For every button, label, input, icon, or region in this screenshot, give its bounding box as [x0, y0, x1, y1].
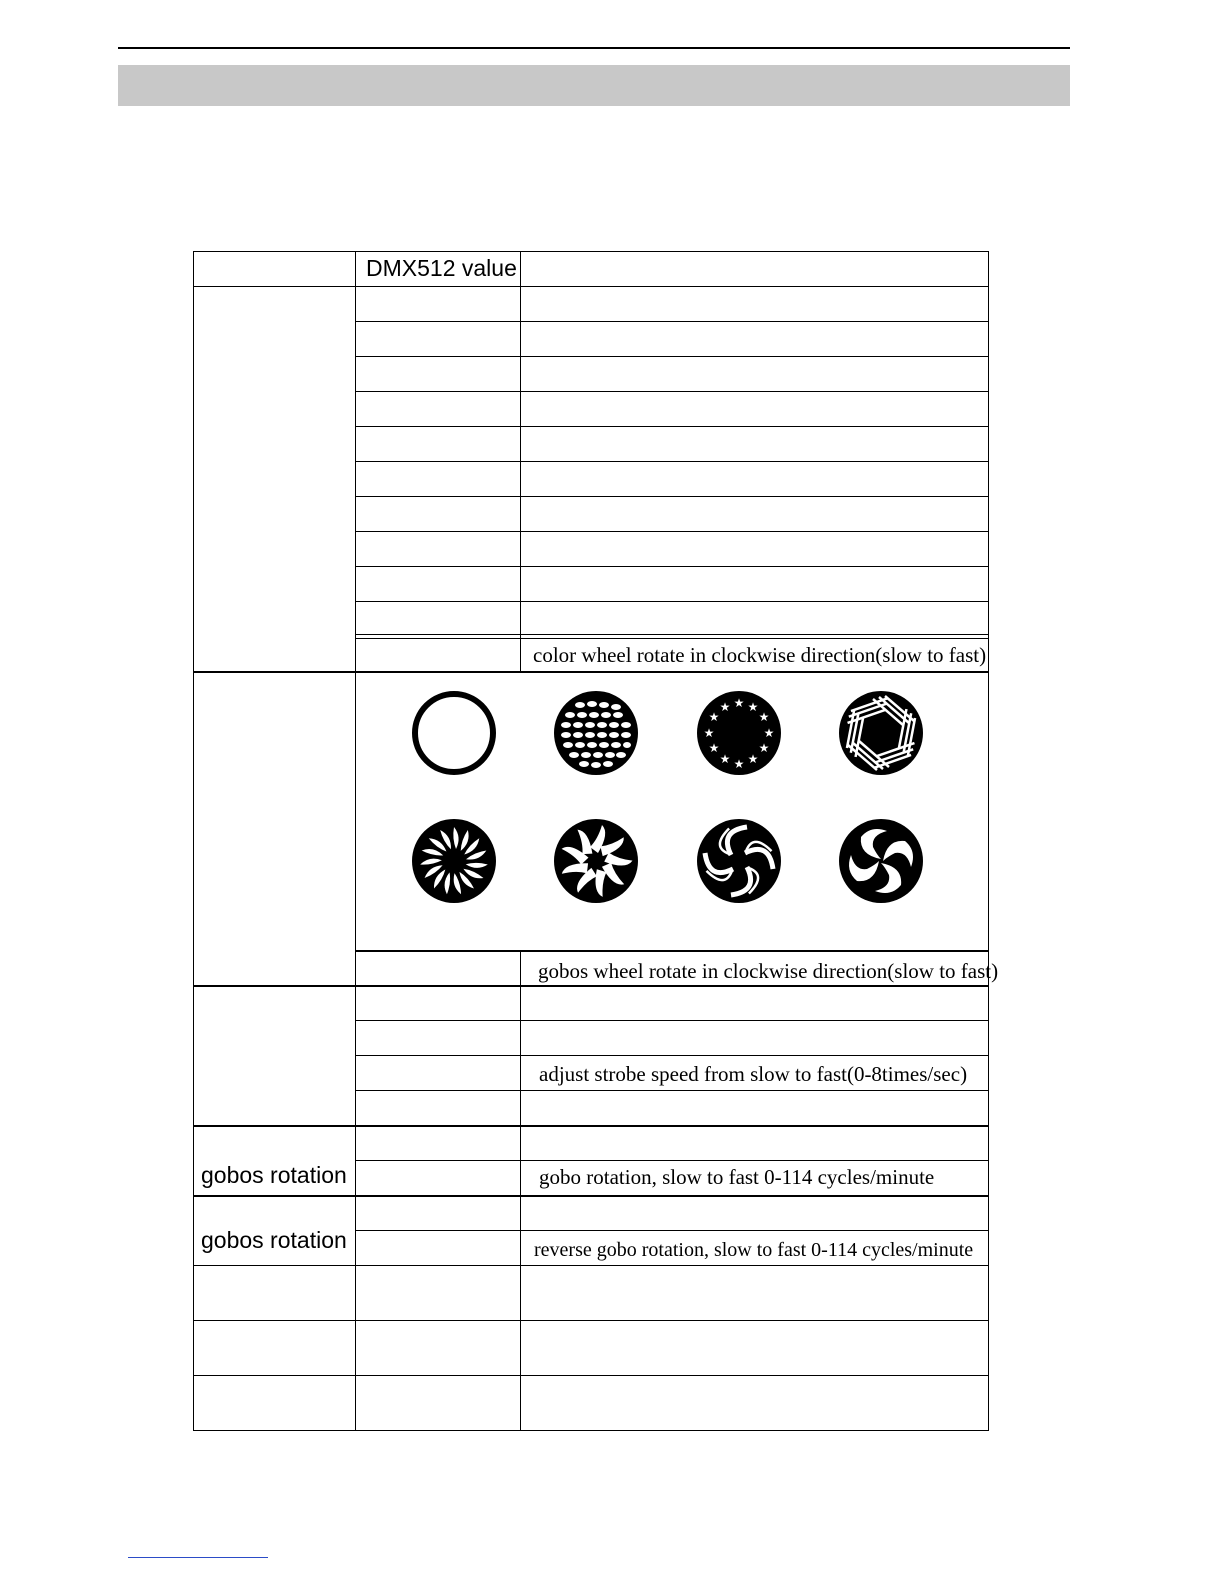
gobo-rotation-label: gobos rotation — [201, 1162, 347, 1188]
row-border — [356, 321, 989, 322]
row-border — [356, 1230, 989, 1231]
sunburst-gobo-icon — [412, 819, 496, 903]
petals-gobo-icon — [554, 819, 638, 903]
gobo-rotation-block-bottom-border — [193, 1195, 989, 1197]
svg-text:★: ★ — [708, 741, 720, 755]
gobo-rotation-desc: gobo rotation, slow to fast 0-114 cycles/minute — [539, 1165, 935, 1189]
row-border — [356, 1160, 989, 1161]
row-border — [356, 356, 989, 357]
table-bottom-border — [193, 1430, 989, 1431]
row-border — [356, 496, 989, 497]
strobe-speed-desc: adjust strobe speed from slow to fast(0-8times/sec) — [539, 1062, 968, 1086]
gobo-wheel-rotate-desc: gobos wheel rotate in clockwise direction(slow to fast) — [538, 959, 999, 983]
svg-text:★: ★ — [703, 726, 715, 740]
dmx-value-header: DMX512 value — [366, 255, 517, 281]
svg-text:★: ★ — [763, 726, 775, 740]
row-border — [356, 566, 989, 567]
reverse-gobo-rotation-desc: reverse gobo rotation, slow to fast 0-114 cycles/minute — [534, 1239, 974, 1261]
row-border — [356, 601, 989, 602]
gobo-block-bottom-border — [193, 985, 989, 987]
svg-text:★: ★ — [719, 700, 731, 714]
dots-gobo-icon — [554, 691, 638, 775]
header-row-border — [193, 286, 989, 287]
column-divider-1 — [355, 251, 356, 1431]
row-border — [356, 1055, 989, 1056]
svg-text:★: ★ — [747, 752, 759, 766]
svg-text:★: ★ — [708, 710, 720, 724]
row-border — [356, 634, 989, 635]
row-border — [356, 531, 989, 532]
svg-text:★: ★ — [733, 696, 745, 710]
row-border — [356, 1090, 989, 1091]
svg-text:★: ★ — [747, 700, 759, 714]
column-divider-2a — [520, 251, 521, 673]
svg-text:★: ★ — [719, 752, 731, 766]
row-border — [356, 1020, 989, 1021]
blades-gobo-icon — [832, 686, 929, 780]
swirl-gobo-icon — [839, 819, 923, 903]
color-wheel-rotate-desc: color wheel rotate in clockwise direction(slow to fast) — [533, 643, 987, 667]
row-border — [356, 426, 989, 427]
gobo-wheel-images — [357, 673, 989, 951]
column-divider-2b — [520, 951, 521, 1431]
table-left-border — [193, 251, 194, 1431]
reverse-gobo-rotation-label: gobos rotation — [201, 1227, 347, 1253]
table-top-border — [193, 251, 989, 252]
footer-link-underline — [128, 1557, 268, 1558]
svg-text:★: ★ — [733, 757, 745, 771]
svg-text:★: ★ — [758, 710, 770, 724]
spiral-gobo-icon — [697, 819, 781, 903]
row-border — [356, 638, 989, 639]
row-border — [193, 1320, 989, 1321]
row-border — [193, 1375, 989, 1376]
open-gobo-icon — [415, 694, 493, 772]
row-border — [356, 391, 989, 392]
reverse-block-bottom-border — [193, 1265, 989, 1266]
row-border — [356, 461, 989, 462]
stars-gobo-icon — [697, 691, 781, 775]
svg-text:★: ★ — [758, 741, 770, 755]
strobe-block-bottom-border — [193, 1125, 989, 1127]
